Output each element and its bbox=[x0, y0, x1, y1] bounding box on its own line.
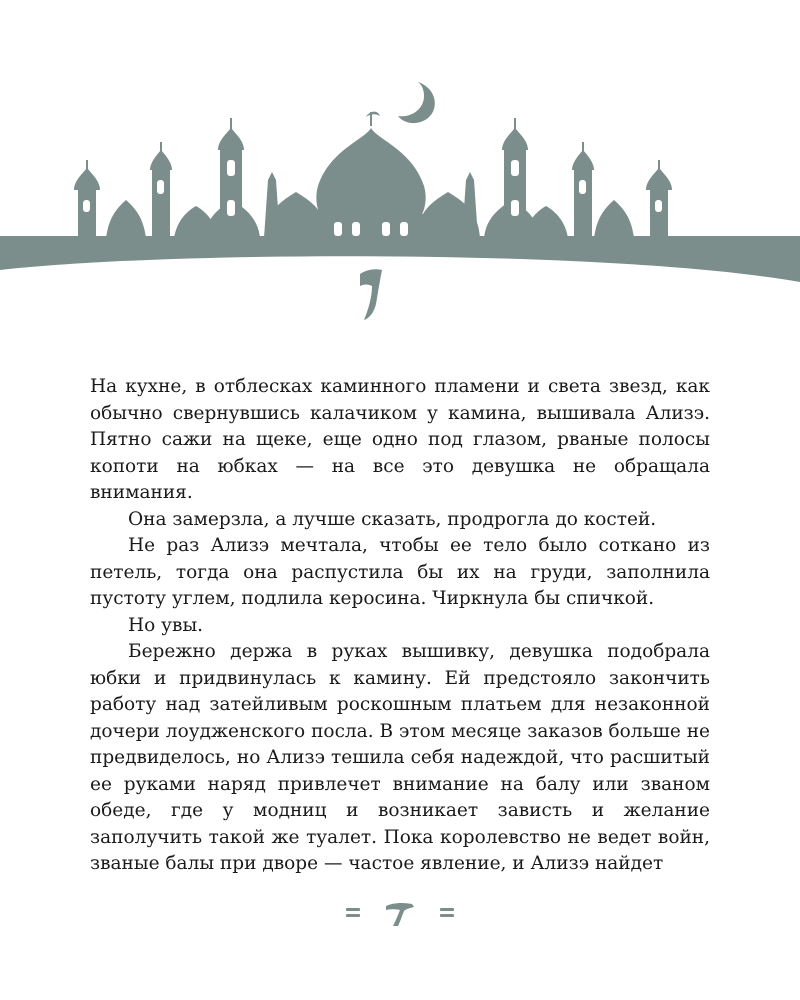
paragraph-1: На кухне, в отблесках каминного пламени и света звезд, как обычно свернувшись калачиком у камина, вышивала Ализэ. Пятно сажи на щеке, еще одно под глазом, рваные полосы копоти на юбках — на все это девушка не обращала внимания. bbox=[90, 376, 710, 503]
paragraph-4: Но увы. bbox=[128, 614, 204, 636]
paragraph-2: Она замерзла, а лучше сказать, продрогла до костей. bbox=[128, 508, 657, 530]
palace-skyline-illustration bbox=[0, 0, 800, 330]
page-seven-numeral-icon bbox=[386, 903, 414, 926]
chapter-one-numeral-icon bbox=[360, 269, 382, 320]
body-text bbox=[90, 374, 710, 878]
crescent-moon-icon bbox=[398, 82, 435, 123]
paragraph-3: Не раз Ализэ мечтала, чтобы ее тело было соткано из петель, тогда она распустила бы их на груди, заполнила пустоту углем, подлила керосина. Чиркнула бы спичкой. bbox=[90, 535, 710, 609]
paragraph-5: Бережно держа в руках вышивку, девушка подобрала юбки и придвинулась к камину. Ей предстояло закончить работу над затейливым роскошным платьем для незаконной дочери лоудженского посла. В этом месяце заказов больше не предвиделось, но Ализэ тешила себя надеждой, что расшитый ее руками наряд привлечет внимание на балу или званом обеде, где у модниц и возникает зависть и желание заполучить такой же туалет. Пока королевство не ведет войн, званые балы при дворе — частое явление, и Ализэ найдет bbox=[90, 641, 710, 874]
page-number-ornament bbox=[340, 898, 460, 928]
